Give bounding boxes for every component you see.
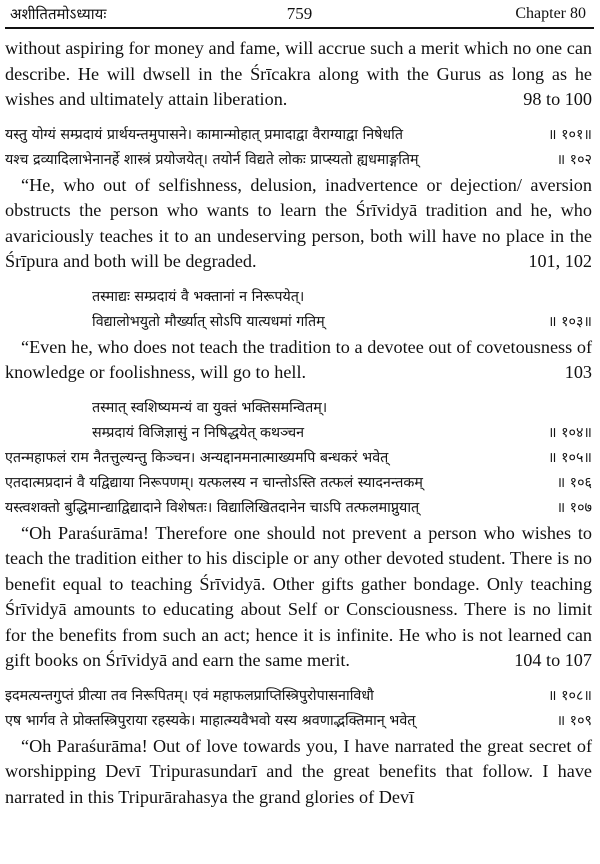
translation-paragraph [5, 734, 592, 811]
verse-text: एतदात्मप्रदानं वै यद्विद्याया निरूपणम्। यत्फलस्य न चान्तोऽस्ति तत्फलं स्यादनन्तकम् [5, 474, 423, 491]
verse-text: तस्माद्यः सम्प्रदायं वै भक्तानां न निरूपयेत्। [92, 288, 305, 305]
verse-number: ॥ १०३॥ [548, 313, 592, 330]
verse-number: ॥ १०९ [556, 712, 592, 729]
verse-text: सम्प्रदायं विजिज्ञासुं न निषिद्धयेत् कथञ्चन [92, 424, 305, 441]
verse-line [5, 709, 592, 734]
verse-line [5, 421, 592, 446]
verse-line [5, 471, 592, 496]
verse-text: विद्यालोभयुतो मौर्ख्यात् सोऽपि यात्यधमां गतिम् [92, 313, 325, 330]
verse-number: ॥ १०२ [556, 151, 592, 168]
translation-paragraph [5, 173, 592, 275]
header-rule [5, 27, 594, 29]
page-number: 759 [286, 4, 313, 23]
verse-reference: 98 to 100 [523, 89, 592, 109]
paragraph-text: “Oh Paraśurāma! Therefore one should not prevent a person who wishes to teach the tradition either to his disciple or any other devoted student. There is no benefit equal to teaching Śrīvidyā. Other gifts gather bondage. Only teaching Śrīvidyā amounts to educating about Self or Consciousness. There is no limit for the benefits from such an act; hence it is infinite. He who is not learned can gift books on Śrīvidyā and earn the same merit. [5, 522, 592, 670]
paragraph-text: without aspiring for money and fame, will accrue such a merit which no one can describe. He will dwsell in the Śrīcakra along with the Gurus as long as he wishes and ultimately attain liberation. [5, 38, 592, 109]
paragraph-text: “Oh Paraśurāma! Out of love towards you, I have narrated the great secret of worshipping Devī Tripurasundarī and the great benefits that follow. I have narrated in this Tripurārahasya the grand glories of Devī [5, 735, 592, 807]
verse-text: यस्त्वशक्तो बुद्धिमान्द्याद्विद्यादाने विशेषतः। विद्यालिखितदानेन चाऽपि तत्फलमाप्नुयात् [5, 499, 420, 516]
verse-number: ॥ १०५॥ [548, 449, 592, 466]
paragraph-text: “He, who out of selfishness, delusion, inadvertence or dejection/ aversion obstructs the person who wants to learn the Śrīvidyā tradition and he, who avariciously teaches it to an undeserving person, both will have no place in the Śrīpura and both will be degraded. [5, 174, 592, 271]
running-header [5, 0, 594, 28]
verse-line [5, 148, 592, 173]
translation-paragraph [5, 36, 592, 113]
verse-number: ॥ १०६ [556, 474, 592, 491]
verse-reference: 101, 102 [528, 251, 592, 271]
verse-line [5, 123, 592, 148]
verse-reference: 104 to 107 [514, 650, 592, 670]
verse-line [5, 496, 592, 521]
translation-paragraph [5, 335, 592, 386]
verse-line [5, 446, 592, 471]
verse-number: ॥ १०१॥ [548, 126, 592, 143]
verse-text: तस्मात् स्वशिष्यमन्यं वा युक्तं भक्तिसमन्वितम्। [92, 399, 328, 416]
verse-text: एतन्महाफलं राम नैतत्तुल्यन्तु किञ्चन। अन्यद्दानमनात्माख्यमपि बन्धकरं भवेत् [5, 449, 389, 466]
verse-text: एष भार्गव ते प्रोक्तस्त्रिपुराया रहस्यके। माहात्म्यवैभवो यस्य श्रवणाद्भक्तिमान् भवेत् [5, 712, 416, 729]
header-chapter-sanskrit: अशीतितमोऽध्यायः [10, 5, 107, 23]
verse-number: ॥ १०७ [556, 499, 592, 516]
verse-line [5, 396, 592, 421]
verse-text: इदमत्यन्तगुप्तं प्रीत्या तव निरूपितम्। एवं महाफलप्राप्तिस्त्रिपुरोपासनाविधौ [5, 687, 374, 704]
verse-line [5, 310, 592, 335]
verse-line [5, 684, 592, 709]
header-chapter-english: Chapter 80 [515, 5, 586, 22]
paragraph-text: “Even he, who does not teach the tradition to a devotee out of covetousness of knowledge or foolishness, will go to hell. [5, 336, 592, 382]
page-body [5, 36, 592, 810]
verse-number: ॥ १०८॥ [548, 687, 592, 704]
verse-text: यश्च द्रव्यादिलाभेनानर्हे शास्त्रं प्रयोजयेत्। तयोर्न विद्यते लोकः प्राप्स्यतो ह्यधमाङ्गतिम् [5, 151, 419, 168]
verse-line [5, 285, 592, 310]
verse-text: यस्तु योग्यं सम्प्रदायं प्रार्थयन्तमुपासने। कामान्मोहात् प्रमादाद्वा वैराग्याद्वा निषेधति [5, 126, 404, 143]
verse-number: ॥ १०४॥ [548, 424, 592, 441]
translation-paragraph [5, 521, 592, 674]
verse-reference: 103 [564, 362, 592, 382]
